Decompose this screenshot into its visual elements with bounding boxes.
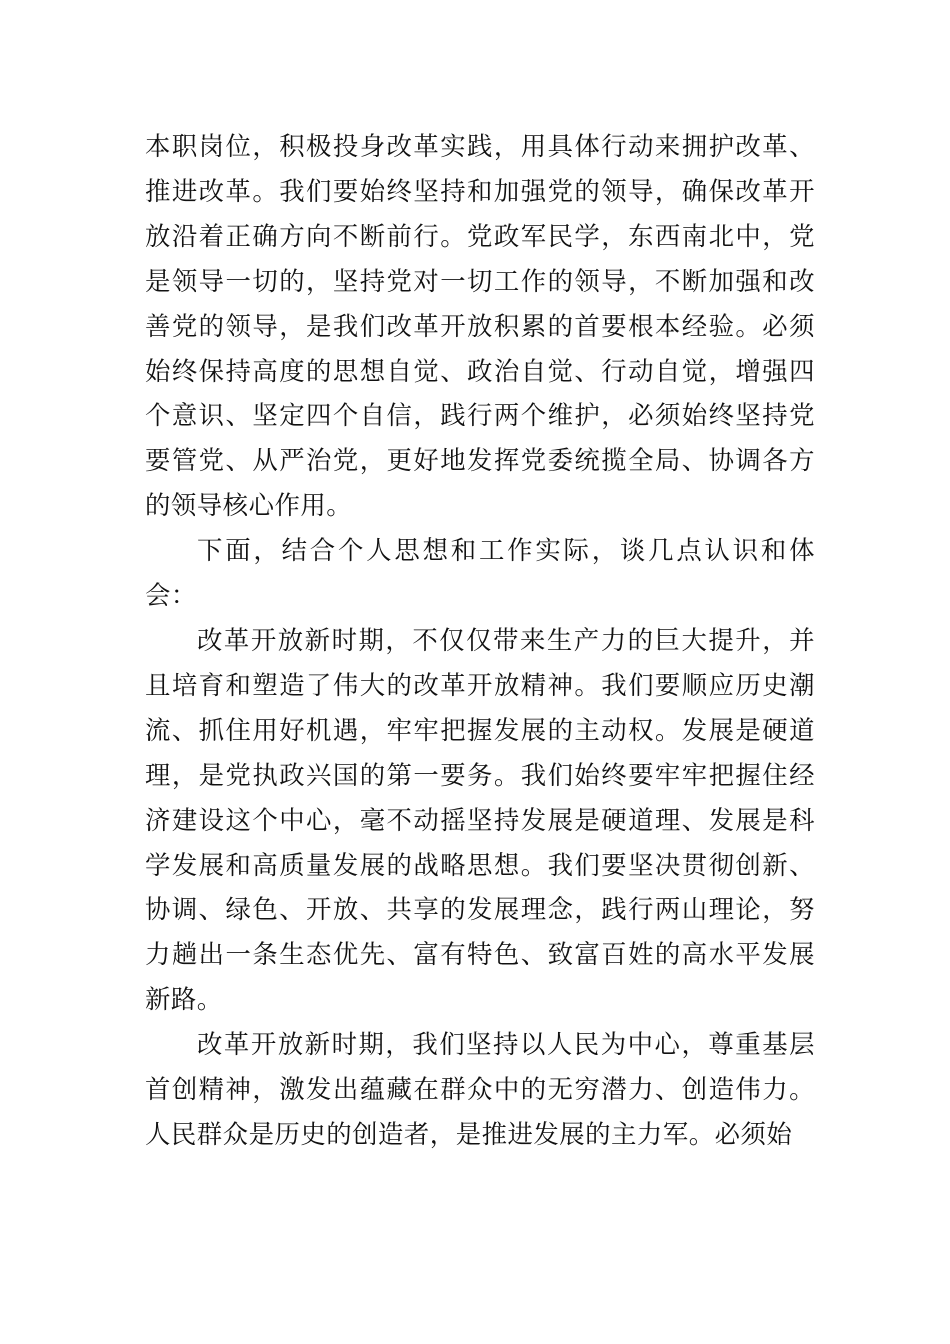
document-body bbox=[145, 124, 815, 1157]
paragraph-3: 改革开放新时期，不仅仅带来生产力的巨大提升，并且培育和塑造了伟大的改革开放精神。我们要顺应历史潮流、抓住用好机遇，牢牢把握发展的主动权。发展是硬道理，是党执政兴国的第一要务。我们始终要牢牢把握住经济建设这个中心，毫不动摇坚持发展是硬道理、发展是科学发展和高质量发展的战略思想。我们要坚决贯彻创新、协调、绿色、开放、共享的发展理念，践行两山理论，努力趟出一条生态优先、富有特色、致富百姓的高水平发展新路。 bbox=[145, 624, 815, 1015]
paragraph-1: 本职岗位，积极投身改革实践，用具体行动来拥护改革、推进改革。我们要始终坚持和加强党的领导，确保改革开放沿着正确方向不断前行。党政军民学，东西南北中，党是领导一切的，坚持党对一切工作的领导，不断加强和改善党的领导，是我们改革开放积累的首要根本经验。必须始终保持高度的思想自觉、政治自觉、行动自觉，增强四个意识、坚定四个自信，践行两个维护，必须始终坚持党要管党、从严治党，更好地发挥党委统揽全局、协调各方的领导核心作用。 bbox=[145, 131, 815, 521]
paragraph-4: 改革开放新时期，我们坚持以人民为中心，尊重基层首创精神，激发出蕴藏在群众中的无穷潜力、创造伟力。人民群众是历史的创造者，是推进发展的主力军。必须始 bbox=[145, 1029, 815, 1149]
paragraph-2: 下面，结合个人思想和工作实际，谈几点认识和体会： bbox=[145, 535, 815, 611]
